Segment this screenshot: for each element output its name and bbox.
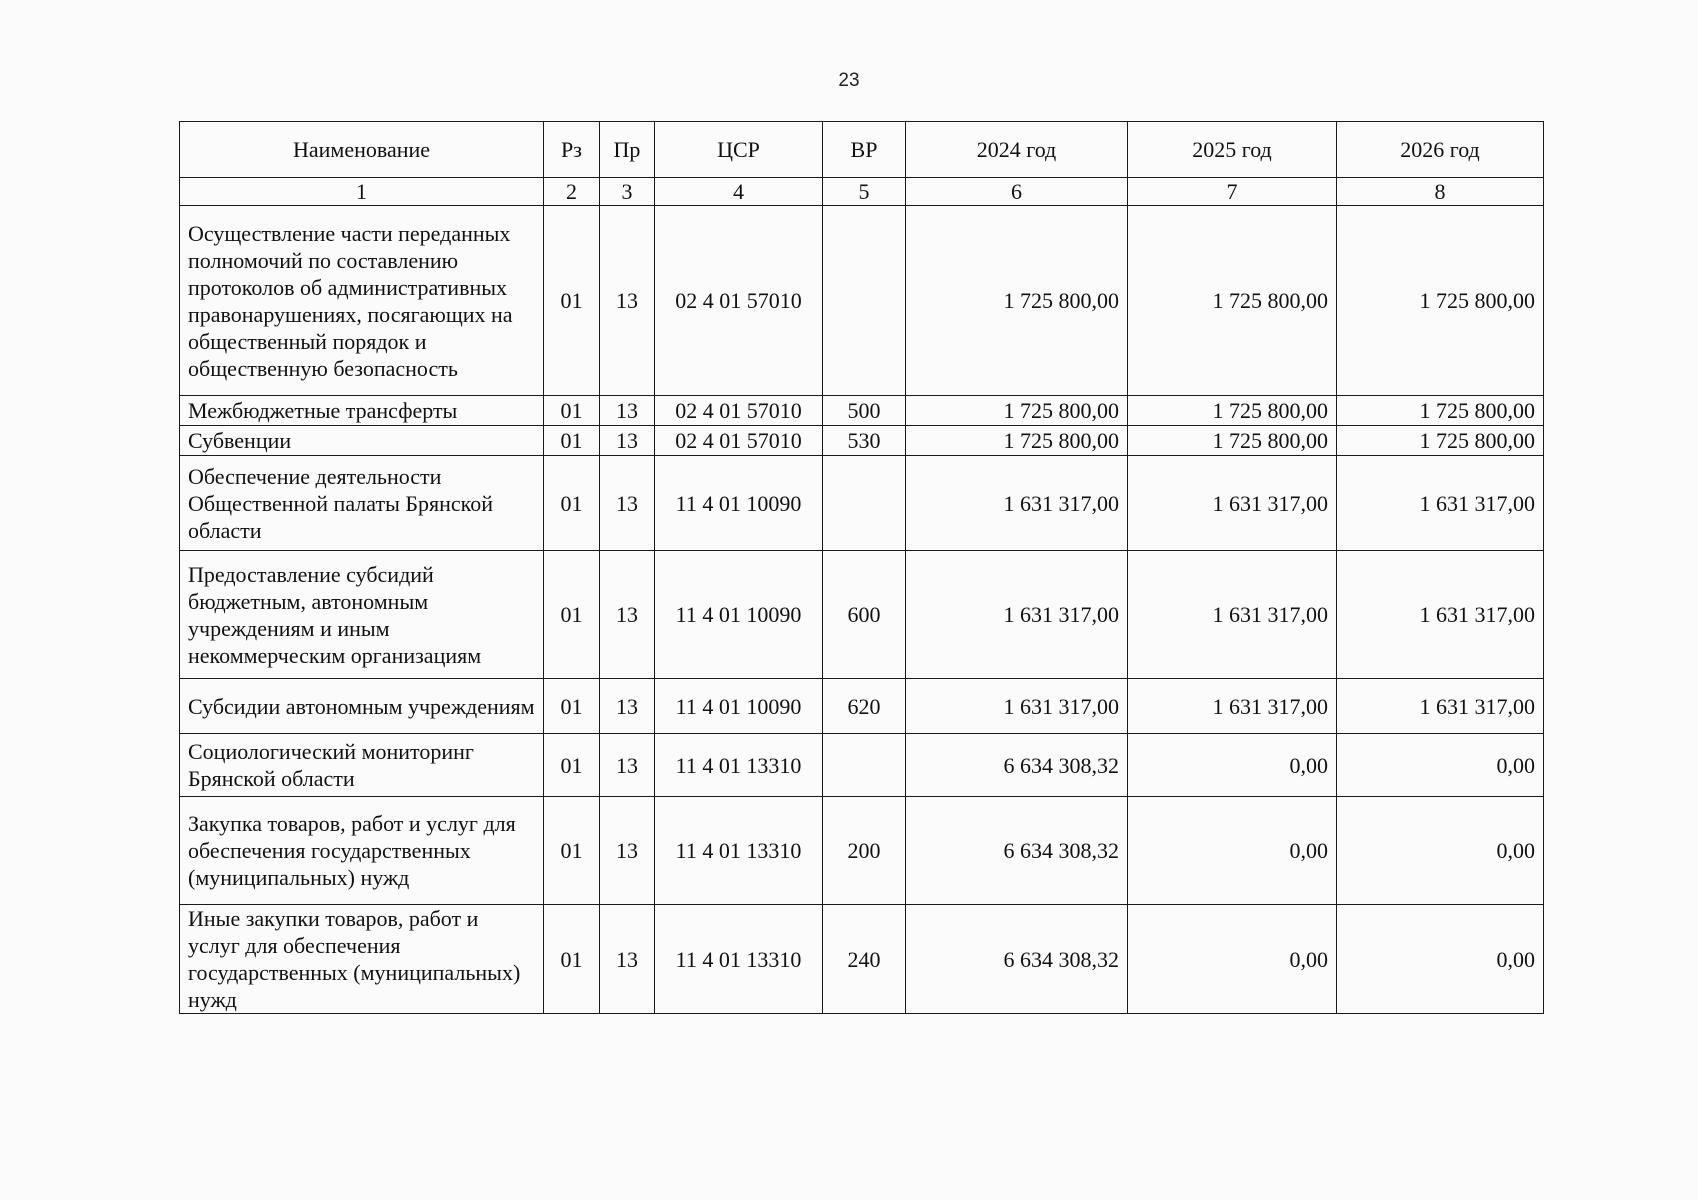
- row-name: Социологический мониторинг Брянской области: [180, 734, 544, 797]
- row-amount-2025: 1 631 317,00: [1128, 551, 1337, 679]
- row-rz: 01: [544, 206, 600, 396]
- row-pr: 13: [600, 734, 655, 797]
- row-amount-2025: 1 725 800,00: [1128, 396, 1337, 426]
- header-2026: 2026 год: [1337, 122, 1544, 178]
- row-vr: 200: [823, 797, 906, 905]
- row-name: Субсидии автономным учреждениям: [180, 679, 544, 734]
- table-row: [180, 551, 1544, 679]
- row-amount-2025: 0,00: [1128, 905, 1337, 1014]
- row-amount-2024: 6 634 308,32: [906, 905, 1128, 1014]
- row-pr: 13: [600, 426, 655, 456]
- row-amount-2026: 1 631 317,00: [1337, 679, 1544, 734]
- budget-table: [179, 121, 1544, 1014]
- row-name: Обеспечение деятельности Общественной палаты Брянской области: [180, 456, 544, 551]
- row-amount-2026: 1 725 800,00: [1337, 396, 1544, 426]
- row-pr: 13: [600, 551, 655, 679]
- table-row: [180, 734, 1544, 797]
- row-amount-2026: 1 725 800,00: [1337, 206, 1544, 396]
- table-row: [180, 426, 1544, 456]
- row-amount-2024: 1 725 800,00: [906, 206, 1128, 396]
- row-amount-2025: 1 631 317,00: [1128, 679, 1337, 734]
- column-number: 5: [823, 178, 906, 206]
- row-pr: 13: [600, 396, 655, 426]
- row-vr: 620: [823, 679, 906, 734]
- row-rz: 01: [544, 396, 600, 426]
- row-amount-2025: 1 631 317,00: [1128, 456, 1337, 551]
- table-row: [180, 679, 1544, 734]
- row-rz: 01: [544, 797, 600, 905]
- row-amount-2026: 1 725 800,00: [1337, 426, 1544, 456]
- column-number: 6: [906, 178, 1128, 206]
- row-amount-2025: 1 725 800,00: [1128, 426, 1337, 456]
- row-amount-2026: 1 631 317,00: [1337, 456, 1544, 551]
- header-vr: ВР: [823, 122, 906, 178]
- row-rz: 01: [544, 551, 600, 679]
- row-amount-2024: 1 725 800,00: [906, 396, 1128, 426]
- row-amount-2025: 0,00: [1128, 734, 1337, 797]
- row-pr: 13: [600, 905, 655, 1014]
- row-vr: 240: [823, 905, 906, 1014]
- column-number: 2: [544, 178, 600, 206]
- row-amount-2025: 1 725 800,00: [1128, 206, 1337, 396]
- row-name: Закупка товаров, работ и услуг для обеспечения государственных (муниципальных) нужд: [180, 797, 544, 905]
- header-rz: Рз: [544, 122, 600, 178]
- column-number: 1: [180, 178, 544, 206]
- row-vr: [823, 206, 906, 396]
- row-amount-2024: 1 631 317,00: [906, 551, 1128, 679]
- row-vr: [823, 734, 906, 797]
- row-rz: 01: [544, 456, 600, 551]
- row-rz: 01: [544, 426, 600, 456]
- row-rz: 01: [544, 734, 600, 797]
- row-amount-2026: 1 631 317,00: [1337, 551, 1544, 679]
- header-pr: Пр: [600, 122, 655, 178]
- row-name: Межбюджетные трансферты: [180, 396, 544, 426]
- row-csr: 11 4 01 10090: [655, 456, 823, 551]
- row-amount-2026: 0,00: [1337, 797, 1544, 905]
- column-number: 8: [1337, 178, 1544, 206]
- row-csr: 11 4 01 13310: [655, 797, 823, 905]
- row-amount-2024: 1 631 317,00: [906, 679, 1128, 734]
- row-name: Иные закупки товаров, работ и услуг для обеспечения государственных (муниципальных) нужд: [180, 905, 544, 1014]
- row-amount-2024: 6 634 308,32: [906, 797, 1128, 905]
- header-row: [180, 122, 1544, 178]
- table-row: [180, 797, 1544, 905]
- row-csr: 02 4 01 57010: [655, 206, 823, 396]
- header-name: Наименование: [180, 122, 544, 178]
- page-number: 23: [838, 70, 860, 91]
- row-csr: 11 4 01 10090: [655, 679, 823, 734]
- column-number: 4: [655, 178, 823, 206]
- column-number: 7: [1128, 178, 1337, 206]
- row-amount-2024: 1 631 317,00: [906, 456, 1128, 551]
- row-csr: 11 4 01 13310: [655, 734, 823, 797]
- row-vr: 500: [823, 396, 906, 426]
- header-2024: 2024 год: [906, 122, 1128, 178]
- table-row: [180, 206, 1544, 396]
- row-pr: 13: [600, 206, 655, 396]
- table-row: [180, 905, 1544, 1014]
- column-number: 3: [600, 178, 655, 206]
- row-vr: [823, 456, 906, 551]
- table-row: [180, 396, 1544, 426]
- row-pr: 13: [600, 456, 655, 551]
- table-row: [180, 456, 1544, 551]
- row-amount-2024: 6 634 308,32: [906, 734, 1128, 797]
- row-csr: 02 4 01 57010: [655, 396, 823, 426]
- row-rz: 01: [544, 679, 600, 734]
- row-csr: 02 4 01 57010: [655, 426, 823, 456]
- row-pr: 13: [600, 797, 655, 905]
- row-rz: 01: [544, 905, 600, 1014]
- row-amount-2026: 0,00: [1337, 734, 1544, 797]
- row-amount-2024: 1 725 800,00: [906, 426, 1128, 456]
- row-csr: 11 4 01 10090: [655, 551, 823, 679]
- row-vr: 600: [823, 551, 906, 679]
- row-name: Субвенции: [180, 426, 544, 456]
- header-2025: 2025 год: [1128, 122, 1337, 178]
- row-name: Осуществление части переданных полномочий по составлению протоколов об административных правонарушениях, посягающих на общественный порядок и общественную безопасность: [180, 206, 544, 396]
- row-amount-2026: 0,00: [1337, 905, 1544, 1014]
- row-pr: 13: [600, 679, 655, 734]
- row-vr: 530: [823, 426, 906, 456]
- row-name: Предоставление субсидий бюджетным, автономным учреждениям и иным некоммерческим организациям: [180, 551, 544, 679]
- row-csr: 11 4 01 13310: [655, 905, 823, 1014]
- row-amount-2025: 0,00: [1128, 797, 1337, 905]
- header-csr: ЦСР: [655, 122, 823, 178]
- column-number-row: [180, 178, 1544, 206]
